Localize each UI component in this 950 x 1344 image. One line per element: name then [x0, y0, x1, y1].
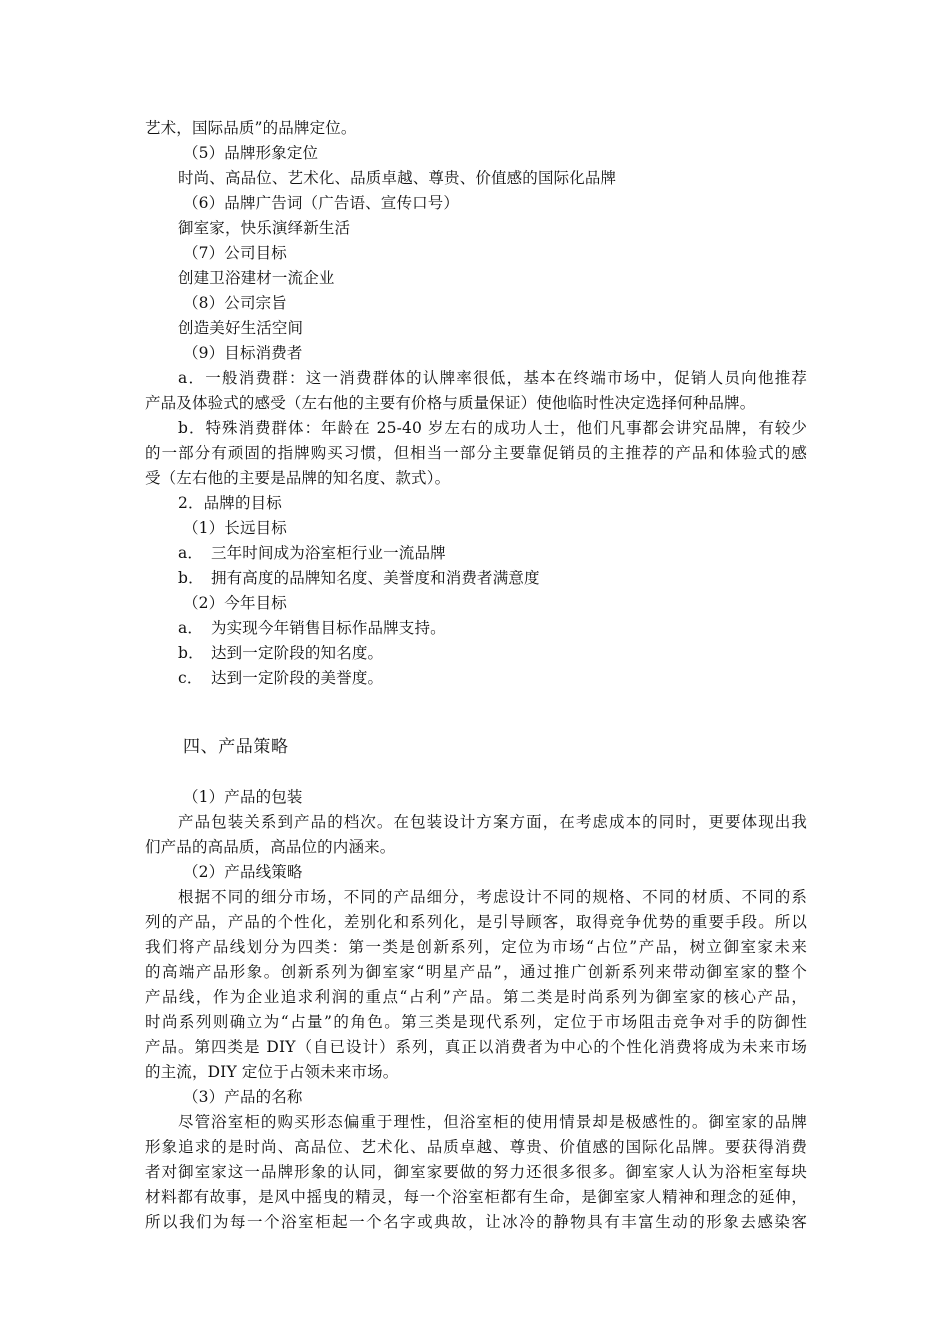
section-title: 四、产品策略: [183, 737, 289, 757]
company-goal-heading: （7）公司目标: [183, 244, 287, 262]
product-name-text-4: 材料都有故事，是风中摇曳的精灵，每一个浴室柜都有生命，是御室家人精神和理念的延伸，: [145, 1188, 807, 1206]
packaging-line-2: 们产品的高品质，高品位的内涵来。: [145, 838, 396, 856]
long-term-item: [178, 568, 540, 588]
product-line-text-5: 产品线，作为企业追求利润的重点“占利”产品。第二类是时尚系列为御室家的核心产品，: [145, 988, 807, 1006]
list-text: 拥有高度的品牌知名度、美誉度和消费者满意度: [211, 569, 540, 587]
product-line-text-1: 根据不同的细分市场，不同的产品细分，考虑设计不同的规格、不同的材质、不同的系: [178, 888, 807, 906]
packaging-line-1: 产品包装关系到产品的档次。在包装设计方案方面，在考虑成本的同时，更要体现出我: [178, 813, 807, 831]
slogan-heading: （6）品牌广告词（广告语、宣传口号）: [183, 194, 460, 212]
product-name-text-2: 形象追求的是时尚、高品位、艺术化、品质卓越、尊贵、价值感的国际化品牌。要获得消费: [145, 1138, 807, 1156]
long-term-goal-heading: （1）长远目标: [183, 519, 287, 537]
consumer-b-line-1: b．特殊消费群体：年龄在 25-40 岁左右的成功人士，他们凡事都会讲究品牌，有较少: [178, 419, 807, 437]
consumer-a-line-1: a．一般消费群：这一消费群体的认牌率很低，基本在终端市场中，促销人员向他推荐: [178, 369, 807, 387]
list-letter: c．: [178, 669, 203, 687]
carry-over-line: 艺术，国际品质”的品牌定位。: [145, 119, 357, 137]
long-term-item: [178, 543, 446, 563]
list-text: 三年时间成为浴室柜行业一流品牌: [211, 544, 446, 562]
list-text: 达到一定阶段的知名度。: [211, 644, 384, 662]
this-year-item: [178, 618, 446, 638]
company-goal-text: 创建卫浴建材一流企业: [178, 269, 335, 287]
brand-image-text: 时尚、高品位、艺术化、品质卓越、尊贵、价值感的国际化品牌: [178, 169, 617, 187]
list-text: 达到一定阶段的美誉度。: [211, 669, 384, 687]
this-year-item: [178, 643, 383, 663]
product-name-text-1: 尽管浴室柜的购买形态偏重于理性，但浴室柜的使用情景却是极感性的。御室家的品牌: [178, 1113, 807, 1131]
product-name-heading: （3）产品的名称: [183, 1088, 303, 1106]
product-name-text-5: 所以我们为每一个浴室柜起一个名字或典故，让冰冷的静物具有丰富生动的形象去感染客: [145, 1213, 807, 1231]
consumer-a-line-2: 产品及体验式的感受（左右他的主要有价格与质量保证）使他临时性决定选择何种品牌。: [145, 394, 756, 412]
this-year-item: [178, 668, 383, 688]
brand-goals-heading: 2．品牌的目标: [178, 494, 282, 512]
product-line-text-7: 产品。第四类是 DIY（自已设计）系列，真正以消费者为中心的个性化消费将成为未来市场: [145, 1038, 807, 1056]
product-line-text-2: 列的产品，产品的个性化，差别化和系列化，是引导顾客，取得竞争优势的重要手段。所以: [145, 913, 807, 931]
list-letter: b．: [178, 644, 204, 662]
company-tenet-text: 创造美好生活空间: [178, 319, 304, 337]
consumer-b-line-2: 的一部分有顽固的指牌购买习惯，但相当一部分主要靠促销员的主推荐的产品和体验式的感: [145, 444, 807, 462]
brand-image-heading: （5）品牌形象定位: [183, 144, 319, 162]
company-tenet-heading: （8）公司宗旨: [183, 294, 287, 312]
this-year-goal-heading: （2）今年目标: [183, 594, 287, 612]
consumer-b-line-3: 受（左右他的主要是品牌的知名度、款式）。: [145, 469, 451, 487]
packaging-heading: （1）产品的包装: [183, 788, 303, 806]
list-letter: a．: [178, 619, 204, 637]
list-letter: a．: [178, 544, 204, 562]
list-letter: b．: [178, 569, 204, 587]
product-line-text-6: 时尚系列则确立为“占量”的角色。第三类是现代系列，定位于市场阻击竞争对手的防御性: [145, 1013, 807, 1031]
list-text: 为实现今年销售目标作品牌支持。: [211, 619, 446, 637]
product-line-text-4: 的高端产品形象。创新系列为御室家“明星产品”，通过推广创新系列来带动御室家的整个: [145, 963, 807, 981]
product-line-heading: （2）产品线策略: [183, 863, 303, 881]
slogan-text: 御室家，快乐演绎新生活: [178, 219, 351, 237]
product-line-text-8: 的主流，DIY 定位于占领未来市场。: [145, 1063, 399, 1081]
target-consumer-heading: （9）目标消费者: [183, 344, 303, 362]
product-name-text-3: 者对御室家这一品牌形象的认同，御室家要做的努力还很多很多。御室家人认为浴柜室每块: [145, 1163, 807, 1181]
product-line-text-3: 我们将产品线划分为四类：第一类是创新系列，定位为市场“占位”产品，树立御室家未来: [145, 938, 807, 956]
